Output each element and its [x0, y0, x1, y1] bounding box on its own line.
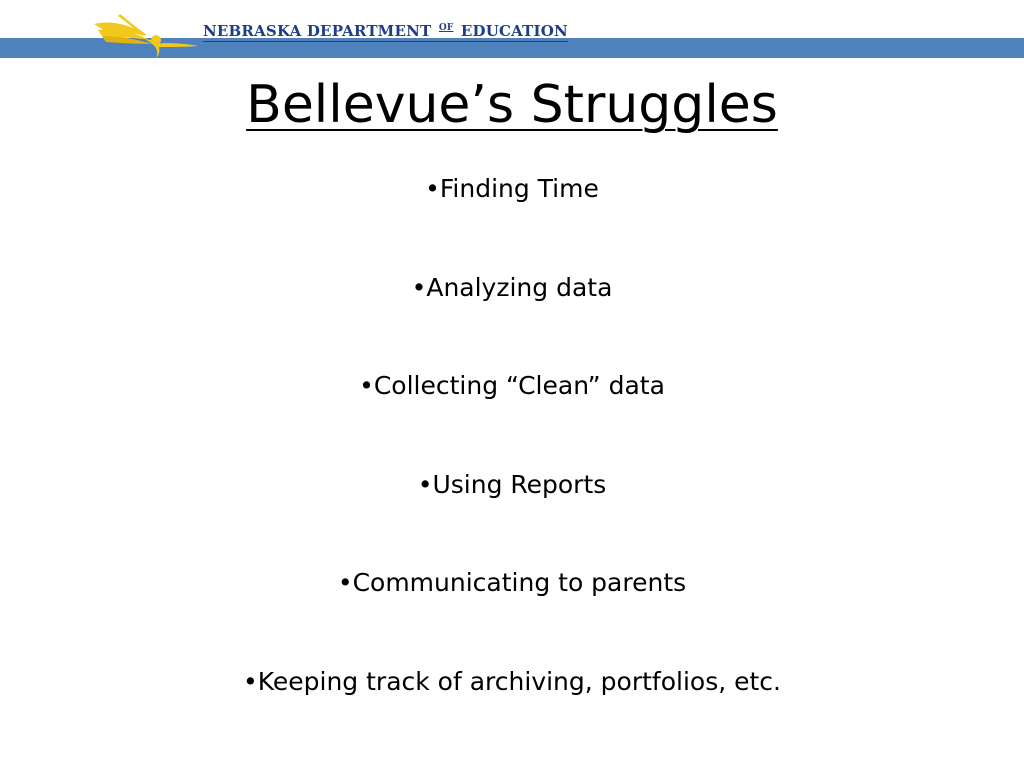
bullet-item: •Collecting “Clean” data — [359, 371, 665, 400]
logo-text-of: OF — [438, 23, 454, 33]
slide-title-text: Bellevue’s Struggles — [246, 75, 778, 135]
bullet-item: •Communicating to parents — [337, 568, 687, 597]
logo-text — [203, 22, 568, 42]
slide-title — [0, 70, 1024, 140]
logo-text-post: EDUCATION — [460, 22, 568, 40]
nde-logo — [90, 14, 590, 60]
bullet-list — [0, 168, 1024, 759]
eagle-logo-icon — [90, 14, 200, 60]
bullet-item: •Using Reports — [417, 469, 607, 499]
logo-text-pre: NEBRASKA DEPARTMENT — [203, 22, 432, 40]
bullet-item: •Finding Time — [425, 174, 599, 203]
bullet-item: •Analyzing data — [411, 272, 613, 302]
bullet-item: •Keeping track of archiving, portfolios, etc. — [242, 666, 781, 696]
